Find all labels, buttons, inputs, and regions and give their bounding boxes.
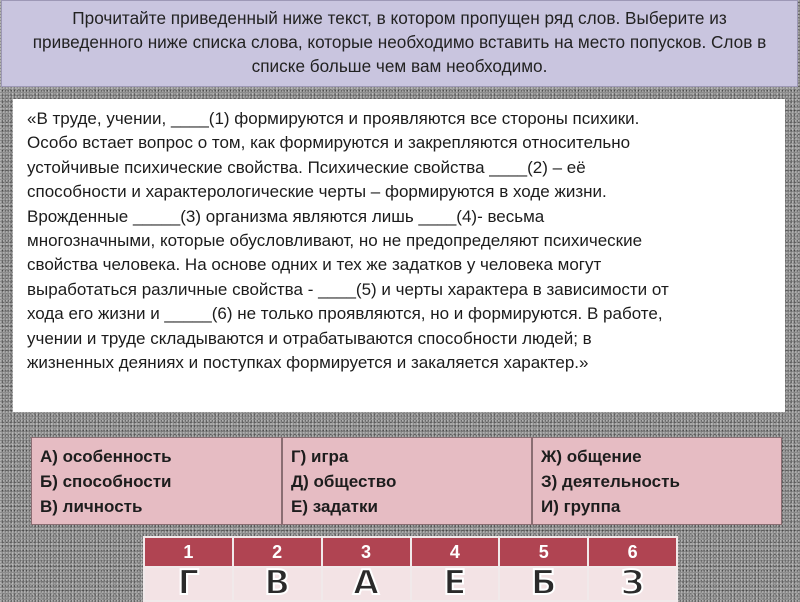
answer-table xyxy=(143,536,678,602)
answer-cell[interactable]: В xyxy=(233,567,322,601)
answer-letter-row xyxy=(144,567,677,601)
option-z: З) деятельность xyxy=(541,472,680,491)
option-b: Б) способности xyxy=(40,472,172,491)
text-panel xyxy=(13,99,785,412)
option-d: Д) общество xyxy=(291,472,397,491)
answer-number: 3 xyxy=(322,537,411,567)
answer-number-row xyxy=(144,537,677,567)
answer-number: 4 xyxy=(411,537,500,567)
passage-text: «В труде, учении, ____(1) формируются и проявляются все стороны психики. Особо встает вопрос о том, как формируются и закрепляются относительно устойчивые психические свойства. Психические свойства ____(2) – её способности и характерологические черты – формируются в ходе жизни. Врожденные _____(3) организма являются лишь ____(4)- весьма многозначными, которые обусловливают, но не предопределяют психические свойства человека. На основе одних и тех же задатков у человека могут выработаться различные свойства - ____(5) и черты характера в зависимости от хода его жизни и _____(6) не только проявляются, но и формируются. В работе, учении и труде складываются и отрабатываются способности людей; в жизненных деяниях и поступках формируется и закаляется характер.» xyxy=(27,109,669,373)
option-g: Г) игра xyxy=(291,447,349,466)
answer-cell[interactable]: А xyxy=(322,567,411,601)
answer-number: 1 xyxy=(144,537,233,567)
answer-cell[interactable]: Е xyxy=(411,567,500,601)
answer-cell[interactable]: З xyxy=(588,567,677,601)
option-e: Е) задатки xyxy=(291,497,378,516)
answer-cell[interactable]: Б xyxy=(499,567,588,601)
option-a: А) особенность xyxy=(40,447,172,466)
instruction-text: Прочитайте приведенный ниже текст, в котором пропущен ряд слов. Выберите из приведенного ниже списка слова, которые необходимо вставить на место попусков. Слов в списке больше чем вам необходимо. xyxy=(32,8,767,76)
option-zh: Ж) общение xyxy=(541,447,642,466)
options-column-1 xyxy=(31,437,282,525)
answer-number: 2 xyxy=(233,537,322,567)
options-column-3 xyxy=(532,437,782,525)
answer-cell[interactable]: Г xyxy=(144,567,233,601)
word-options xyxy=(31,437,782,525)
options-column-2 xyxy=(282,437,532,525)
answer-number: 5 xyxy=(499,537,588,567)
task-instruction xyxy=(1,0,798,87)
option-i: И) группа xyxy=(541,497,621,516)
option-v: В) личность xyxy=(40,497,143,516)
answer-number: 6 xyxy=(588,537,677,567)
